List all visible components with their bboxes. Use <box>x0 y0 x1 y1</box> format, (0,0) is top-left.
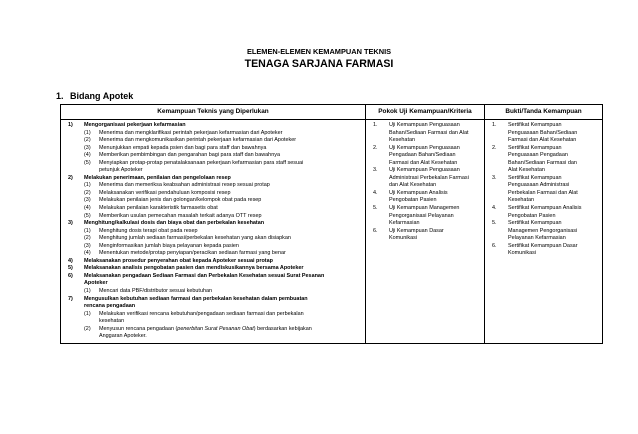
sub-item-number: (3) <box>84 197 91 204</box>
sub-item-text: Menyusun rencana pengadaan ( <box>99 325 178 332</box>
header-competency: Kemampuan Teknis yang Diperlukan <box>61 105 366 120</box>
competency-text: Melaksanakan prosedur penyerahan obat kepada Apoteker sesuai protap <box>84 257 273 264</box>
evidence-item <box>491 243 600 251</box>
evidence-text: Sertifikat Kemampuan <box>508 144 562 151</box>
evidence-item-cont <box>491 228 600 236</box>
criteria-number: 6. <box>373 227 378 234</box>
sub-item-number: (4) <box>84 250 91 257</box>
criteria-text: Uji Kemampuan Dasar <box>389 227 444 234</box>
evidence-item <box>491 145 600 153</box>
sub-item-text: Menerima dan mengkomunikasikan perintah pekerjaan kefarmasian dari Apoteker <box>99 137 297 144</box>
evidence-item-cont <box>491 152 600 160</box>
evidence-text: Penguasaan Administrasi <box>508 182 570 189</box>
criteria-cell <box>366 120 485 344</box>
sub-item-text: Memberikan pembimbingan dan pengarahan bagi para staff dan bawahnya <box>99 152 280 159</box>
competency-item <box>67 265 363 273</box>
sub-item-text: Menyiapkan protap-protap penatalaksanaan pekerjaan kefarmasian para staff sesuai <box>99 159 304 166</box>
criteria-text: Pengorganisasi Pelayanan <box>389 212 454 219</box>
header-criteria: Pokok Uji Kemampuan/Kriteria <box>366 105 485 120</box>
section-heading <box>56 91 133 102</box>
evidence-item-cont <box>491 167 600 175</box>
criteria-text: Farmasi dan Alat Kesehatan <box>389 159 458 166</box>
sub-item-number: (4) <box>84 152 91 159</box>
sub-item-text: Mencari data PBF/distributor sesuai kebutuhan <box>99 288 213 295</box>
criteria-number: 5. <box>373 205 378 212</box>
sub-item-after: ) berdasarkan kebijakan <box>253 325 312 332</box>
evidence-item-cont <box>491 137 600 145</box>
evidence-text: Bahan/Sediaan Farmasi dan <box>508 159 577 166</box>
sub-item-number: (2) <box>84 189 91 196</box>
sub-item-number: (1) <box>84 182 91 189</box>
criteria-text: dan Alat Kesehatan <box>389 182 437 189</box>
sub-item-number: (1) <box>84 129 91 136</box>
criteria-item-cont <box>372 182 482 190</box>
evidence-text: Komunikasi <box>508 250 537 257</box>
sub-item-text: Melakukan penilaian karakteristik farmasetis obat <box>99 205 218 212</box>
criteria-number: 1. <box>373 122 378 128</box>
sub-item <box>67 137 363 145</box>
competency-text: Melakukan penerimaan, penilaian dan pengelolaan resep <box>84 174 231 181</box>
evidence-text: Pengobatan Pasien <box>508 212 556 219</box>
evidence-item <box>491 205 600 213</box>
competency-text: Mengusulkan kebutuhan sediaan farmasi dan perbekalan kesehatan dalam pembuatan <box>84 295 308 302</box>
competency-number: 5) <box>68 265 73 272</box>
document-title: ELEMEN-ELEMEN KEMAMPUAN TEKNIS <box>246 47 392 56</box>
evidence-text: Perbekalan Farmasi dan Alat <box>508 189 578 196</box>
sub-item-text: Menerima dan mengklarifikasi perintah pekerjaan kefarmasian dari Apoteker <box>99 129 283 136</box>
evidence-item-cont <box>491 160 600 168</box>
sub-item-italic: penerbitan Surat Pesanan Obat <box>177 325 254 332</box>
evidence-text: Pelayanan Kefarmasian <box>508 235 566 242</box>
competency-text: Melaksanakan analisis pengobatan pasien dan mendiskusikannya bersama Apoteker <box>84 265 304 272</box>
sub-item <box>67 182 363 190</box>
sub-item <box>67 288 363 296</box>
sub-item-number: (2) <box>84 137 91 144</box>
sub-item-text: Menghitung jumlah sediaan farmasi/perbekalan kesehatan yang akan disiapkan <box>99 235 291 242</box>
evidence-text: Sertifikat Kemampuan Analisis <box>508 205 582 212</box>
sub-item-text: Melakukan penilaian jenis dan golongan/kelompok obat pada resep <box>99 197 262 204</box>
evidence-text: Penguasaan Pengadaan <box>508 152 568 159</box>
evidence-item-cont <box>491 213 600 221</box>
evidence-text: Managemen Pengorganisasi <box>508 227 578 234</box>
sub-item-number: (2) <box>84 325 91 332</box>
sub-item <box>67 197 363 205</box>
sub-item-text: Menginformasikan jumlah biaya pelayanan kepada pasien <box>99 242 239 249</box>
sub-item-text: Menunjukkan empati kepada psien dan bagi para staff dan bawahnya <box>99 144 267 151</box>
sub-item <box>67 243 363 251</box>
document-subtitle: TENAGA SARJANA FARMASI <box>244 58 394 70</box>
competency-number: 4) <box>68 257 73 264</box>
evidence-number: 3. <box>492 174 497 181</box>
sub-item <box>67 205 363 213</box>
competency-text: Menghitung/kalkulasi dosis dan biaya obat dan perbekalan kesehatan <box>84 220 265 227</box>
evidence-number: 2. <box>492 144 497 151</box>
criteria-text: Administrasi Perbekalan Farmasi <box>389 174 469 181</box>
evidence-text: Sertifikat Kemampuan Dasar <box>508 242 578 249</box>
sub-item-number: (1) <box>84 288 91 295</box>
sub-item-number: (5) <box>84 212 91 219</box>
criteria-item <box>372 228 482 236</box>
criteria-text: Komunikasi <box>389 235 418 242</box>
criteria-text: Pengadaan Bahan/Sediaan <box>389 152 456 159</box>
sub-item-text: Menerima dan memeriksa keabsahan administrasi resep sesuai protap <box>99 182 270 189</box>
criteria-item <box>372 122 482 130</box>
competency-text: Mengorganisasi pekerjaan kefarmasian <box>84 122 186 128</box>
evidence-number: 6. <box>492 242 497 249</box>
sub-item-number: (4) <box>84 205 91 212</box>
sub-item <box>67 130 363 138</box>
sub-item-number: (3) <box>84 242 91 249</box>
sub-item-cont: petunjuk Apoteker <box>99 167 143 174</box>
competency-table <box>60 104 603 344</box>
sub-item <box>67 145 363 153</box>
evidence-item-cont <box>491 182 600 190</box>
evidence-number: 4. <box>492 205 497 212</box>
criteria-item-cont <box>372 235 482 243</box>
competency-item <box>67 122 363 130</box>
criteria-text: Uji Kemampuan Managemen <box>389 205 460 212</box>
sub-item-number: (5) <box>84 159 91 166</box>
sub-item <box>67 235 363 243</box>
criteria-item-cont <box>372 220 482 228</box>
criteria-text: Bahan/Sediaan Farmasi dan Alat <box>389 129 469 136</box>
criteria-text: Uji Kemampuan Analisis <box>389 189 448 196</box>
sub-item <box>67 326 363 334</box>
sub-item-text: Menentukan metode/protap penyiapan/peracikan sediaan farmasi yang benar <box>99 250 286 257</box>
sub-item <box>67 152 363 160</box>
criteria-text: Uji Kemampuan Penguasaan <box>389 122 460 128</box>
evidence-item-cont <box>491 235 600 243</box>
criteria-item <box>372 205 482 213</box>
sub-item <box>67 250 363 258</box>
competency-number: 1) <box>68 122 73 128</box>
section-title: Bidang Apotek <box>70 91 134 101</box>
competency-cell <box>61 120 366 344</box>
criteria-item-cont <box>372 160 482 168</box>
evidence-text: Sertifikat Kemampuan <box>508 220 562 227</box>
competency-item <box>67 258 363 266</box>
competency-item <box>67 175 363 183</box>
evidence-item-cont <box>491 190 600 198</box>
competency-item <box>67 296 363 304</box>
competency-text-cont: Apoteker <box>84 280 108 287</box>
evidence-text: Alat Kesehatan <box>508 167 545 174</box>
criteria-text: Uji Kemampuan Penguasaan <box>389 144 460 151</box>
sub-item-cont: Anggaran Apoteker. <box>99 333 147 340</box>
evidence-cell <box>485 120 603 344</box>
criteria-item <box>372 167 482 175</box>
sub-item-text: Melakukan verifikasi rencana kebutuhan/pengadaan sediaan farmasi dan perbekalan <box>99 310 304 317</box>
criteria-text: Pengobatan Pasien <box>389 197 437 204</box>
sub-item <box>67 228 363 236</box>
competency-item <box>67 220 363 228</box>
sub-item-text: Memberikan usulan pemecahan masalah terkait adanya OTT resep <box>99 212 262 219</box>
criteria-number: 2. <box>373 144 378 151</box>
sub-item <box>67 190 363 198</box>
evidence-number: 1. <box>492 122 497 128</box>
sub-item <box>67 311 363 319</box>
competency-item <box>67 273 363 281</box>
competency-number: 6) <box>68 272 73 279</box>
criteria-item-cont <box>372 197 482 205</box>
evidence-item-cont <box>491 130 600 138</box>
competency-number: 3) <box>68 220 73 227</box>
evidence-item-cont <box>491 250 600 258</box>
evidence-item <box>491 220 600 228</box>
sub-item-text: Melaksanakan verifikasi pendahuluan komposisi resep <box>99 189 231 196</box>
sub-item-number: (2) <box>84 235 91 242</box>
evidence-text: Penguasaan Bahan/Sediaan <box>508 129 578 136</box>
evidence-item <box>491 122 600 130</box>
competency-number: 7) <box>68 295 73 302</box>
sub-item <box>67 160 363 168</box>
table-row <box>61 120 603 344</box>
criteria-text: Uji Kemampuan Penguasaan <box>389 167 460 174</box>
criteria-item-cont <box>372 152 482 160</box>
criteria-item-cont <box>372 175 482 183</box>
evidence-item-cont <box>491 197 600 205</box>
section-number: 1. <box>56 91 64 101</box>
evidence-number: 5. <box>492 220 497 227</box>
criteria-text: Kefarmasian <box>389 220 420 227</box>
table-header-row <box>61 105 603 120</box>
sub-item-number: (3) <box>84 144 91 151</box>
header-evidence: Bukti/Tanda Kemampuan <box>485 105 603 120</box>
evidence-text: Farmasi dan Alat Kesehatan <box>508 137 577 144</box>
criteria-number: 4. <box>373 189 378 196</box>
competency-number: 2) <box>68 174 73 181</box>
criteria-text: Kesehatan <box>389 137 416 144</box>
criteria-item-cont <box>372 213 482 221</box>
competency-text-cont: rencana pengadaan <box>84 303 136 310</box>
evidence-text: Kesehatan <box>508 197 535 204</box>
sub-item-text: Menghitung dosis terapi obat pada resep <box>99 227 198 234</box>
sub-item <box>67 213 363 221</box>
sub-item-number: (1) <box>84 227 91 234</box>
criteria-number: 3. <box>373 167 378 174</box>
criteria-item <box>372 145 482 153</box>
sub-item-cont: kesehatan <box>99 318 125 325</box>
criteria-item <box>372 190 482 198</box>
sub-item-number: (1) <box>84 310 91 317</box>
criteria-item-cont <box>372 130 482 138</box>
competency-text: Melaksanakan pengadaan Sediaan Farmasi dan Perbekalan Kesehatan sesuai Surat Pesanan <box>84 272 325 279</box>
evidence-text: Sertifikat Kemampuan <box>508 174 562 181</box>
evidence-item <box>491 175 600 183</box>
criteria-item-cont <box>372 137 482 145</box>
evidence-text: Sertifikat Kemampuan <box>508 122 562 128</box>
